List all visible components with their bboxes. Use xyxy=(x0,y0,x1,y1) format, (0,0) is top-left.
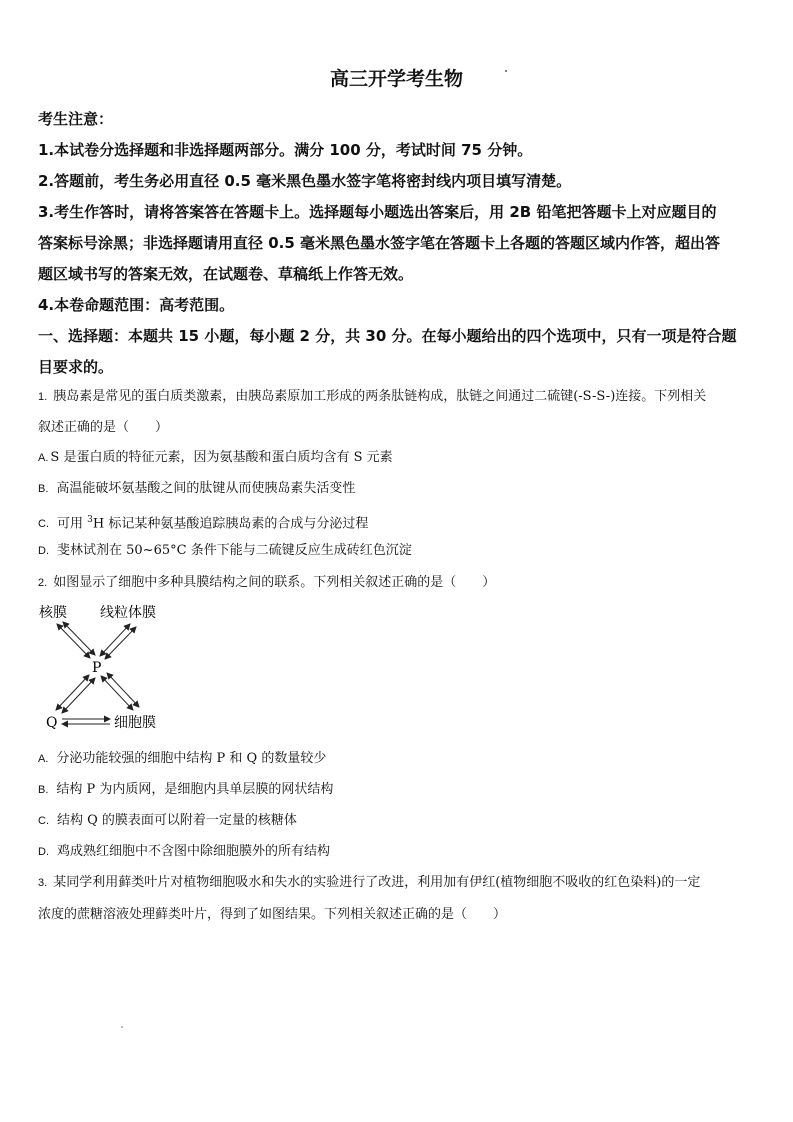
q1-stem-line-2: 叙述正确的是（ ） xyxy=(38,420,169,435)
q1-number: 1. xyxy=(38,391,48,403)
q2-option-b-text: 结构 P 为内质网，是细胞内具单层膜的网状结构 xyxy=(56,782,334,797)
q1-option-b-label: B. xyxy=(38,483,49,495)
arrow-mito-p-2 xyxy=(105,627,136,659)
q1-option-a-text: S 是蛋白质的特征元素，因为氨基酸和蛋白质均含有 S 元素 xyxy=(50,450,393,465)
q2-option-a[interactable] xyxy=(38,749,326,769)
q2-option-b[interactable] xyxy=(38,780,333,800)
section-heading-line-2: 目要求的。 xyxy=(38,358,114,376)
q2-stem xyxy=(38,567,758,599)
q2-option-c-label: C. xyxy=(38,815,49,827)
notice-item-1: 1.本试卷分选择题和非选择题两部分。满分 100 分，考试时间 75 分钟。 xyxy=(38,141,533,159)
notice-item-2: 2.答题前，考生务必用直径 0.5 毫米黑色墨水签字笔将密封线内项目填写清楚。 xyxy=(38,172,572,190)
q3-stem-line-1 xyxy=(38,867,758,899)
arrow-nucleus-p-2 xyxy=(63,622,95,655)
q1-option-a[interactable] xyxy=(38,448,393,468)
notice-item-3-line-1: 3.考生作答时，请将答案答在答题卡上。选择题每小题选出答案后，用 2B 铅笔把答题卡上对应题目的 xyxy=(38,203,717,221)
q1-stem-line-1 xyxy=(38,381,758,413)
q1-option-c-label: C. xyxy=(38,518,49,531)
q1-option-b[interactable] xyxy=(38,479,355,499)
q2-number: 2. xyxy=(38,577,48,589)
page-title: 高三开学考生物 xyxy=(329,68,463,90)
q1-option-c[interactable] xyxy=(38,510,368,534)
q2-stem-text: 如图显示了细胞中多种具膜结构之间的联系。下列相关叙述正确的是（ ） xyxy=(53,575,496,590)
notice-item-3-line-2: 答案标号涂黑；非选择题请用直径 0.5 毫米黑色墨水签字笔在答题卡上各题的答题区域内作答，超出答 xyxy=(38,234,721,252)
q3-number: 3. xyxy=(38,877,48,889)
q1-option-d-label: D. xyxy=(38,545,49,557)
q2-option-b-label: B. xyxy=(38,784,49,796)
q1-option-c-pre: 可用 xyxy=(57,516,88,532)
q2-option-c[interactable] xyxy=(38,811,297,831)
arrow-p-cell-2 xyxy=(107,673,139,707)
q2-option-a-text: 分泌功能较强的细胞中结构 P 和 Q 的数量较少 xyxy=(56,751,327,766)
q1-option-a-label: A. xyxy=(38,452,49,464)
q1-option-c-sup: 3 xyxy=(87,515,93,525)
q2-option-c-text: 结构 Q 的膜表面可以附着一定量的核糖体 xyxy=(57,813,297,828)
q2-option-d-label: D. xyxy=(38,846,49,858)
q2-option-d-text: 鸡成熟红细胞中不含图中除细胞膜外的所有结构 xyxy=(57,844,331,859)
arrow-mito-p-1 xyxy=(100,624,130,656)
arrow-p-q-1 xyxy=(56,675,89,710)
arrow-p-cell-1 xyxy=(101,676,133,710)
q3-stem-text: 某同学利用藓类叶片对植物细胞吸水和失水的实验进行了改进，利用加有伊红(植物细胞不吸收的红色染料)的一定 xyxy=(53,875,701,890)
arrow-nucleus-p-1 xyxy=(57,624,90,658)
q2-option-d[interactable] xyxy=(38,842,330,862)
notice-item-3-line-3: 题区域书写的答案无效，在试题卷、草稿纸上作答无效。 xyxy=(38,265,414,283)
diagram-label-q: Q xyxy=(46,715,58,731)
q1-option-d-text: 斐林试剂在 50~65°C 条件下能与二硫键反应生成砖红色沉淀 xyxy=(57,543,412,558)
q3-stem-line-2: 浓度的蔗糖溶液处理藓类叶片，得到了如图结果。下列相关叙述正确的是（ ） xyxy=(38,907,507,922)
notice-heading: 考生注意： xyxy=(38,110,114,128)
stray-mark xyxy=(121,1026,123,1028)
diagram-label-p: P xyxy=(92,660,102,676)
q1-option-c-post: H 标记某种氨基酸追踪胰岛素的合成与分泌过程 xyxy=(92,516,369,532)
q2-option-a-label: A. xyxy=(38,753,49,765)
q1-stem-text: 胰岛素是常见的蛋白质类激素，由胰岛素原加工形成的两条肽链构成，肽链之间通过二硫键(-S-S-)连接。下列相关 xyxy=(53,389,707,404)
diagram-label-mitochondrial-membrane: 线粒体膜 xyxy=(100,605,156,621)
q1-option-b-text: 高温能破坏氨基酸之间的肽键从而使胰岛素失活变性 xyxy=(56,481,356,496)
arrow-p-q-2 xyxy=(62,678,95,713)
section-heading-line-1: 一、选择题：本题共 15 小题，每小题 2 分，共 30 分。在每小题给出的四个选项中，只有一项是符合题 xyxy=(38,327,737,345)
q1-option-d[interactable] xyxy=(38,541,412,561)
membrane-diagram xyxy=(34,598,174,738)
notice-item-4: 4.本卷命题范围：高考范围。 xyxy=(38,296,235,314)
diagram-label-cell-membrane: 细胞膜 xyxy=(114,715,156,731)
diagram-label-nuclear-membrane: 核膜 xyxy=(39,605,67,621)
stray-dot xyxy=(505,70,507,72)
